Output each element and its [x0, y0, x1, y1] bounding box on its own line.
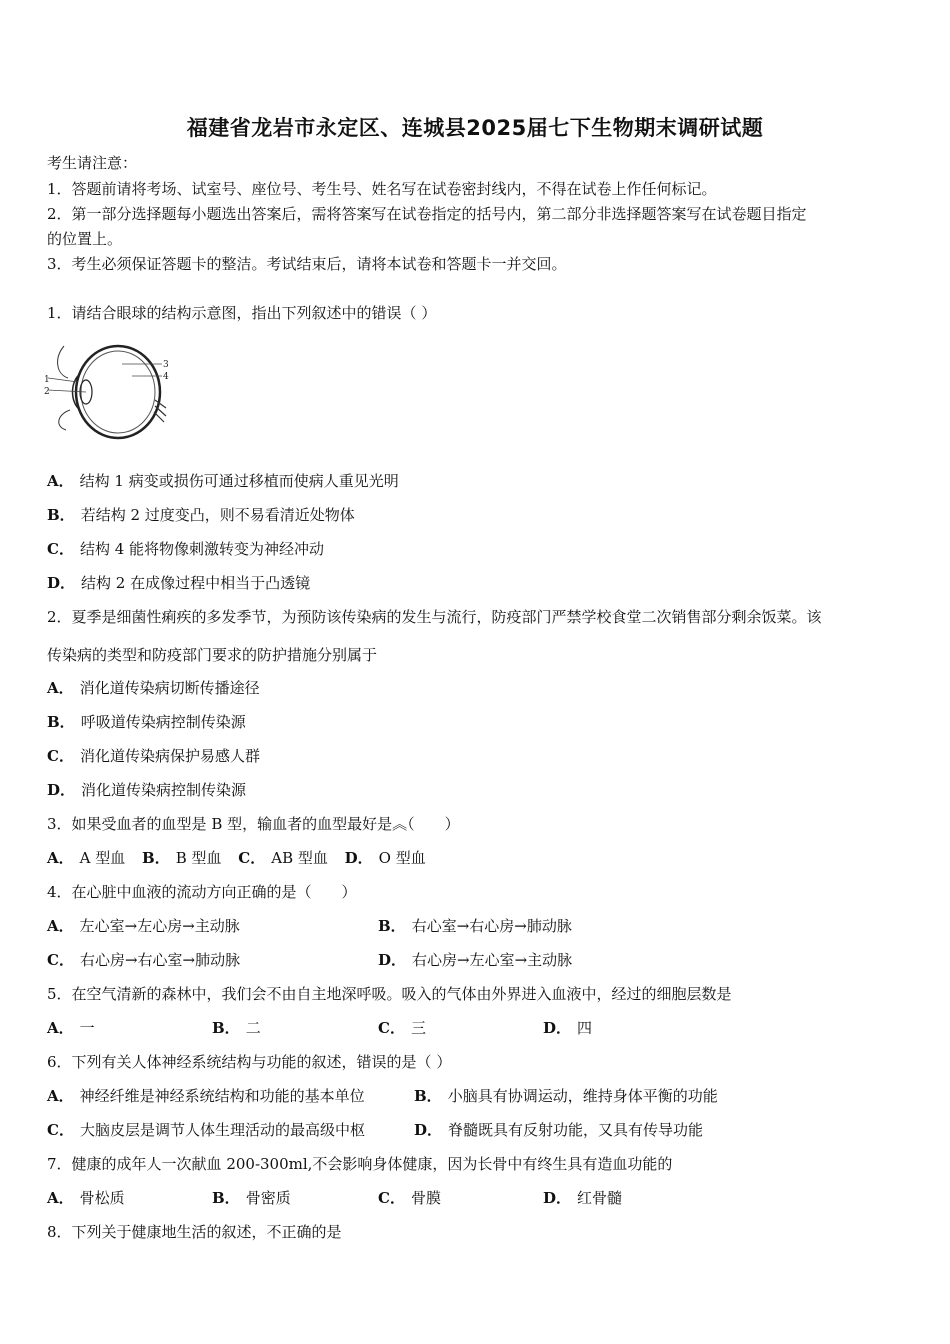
option-text: 若结构 2 过度变凸，则不易看清近处物体: [80, 506, 355, 524]
option-label: A．: [47, 849, 74, 867]
question-3-options: [47, 847, 426, 868]
question-7-option-b[interactable]: [212, 1187, 291, 1208]
question-7-option-a[interactable]: [47, 1187, 125, 1208]
question-4-option-d[interactable]: [378, 949, 572, 970]
option-label: B．: [378, 917, 406, 935]
question-4-option-a[interactable]: [47, 915, 240, 936]
question-7-stem: 7．健康的成年人一次献血 200-300ml,不会影响身体健康，因为长骨中有终生具有造血功能的: [47, 1155, 673, 1173]
option-label: B．: [47, 713, 75, 731]
option-label: A．: [47, 679, 74, 697]
question-2-option-c[interactable]: [47, 745, 260, 766]
option-text: 结构 2 在成像过程中相当于凸透镜: [81, 574, 311, 592]
eyeball-diagram: [42, 338, 172, 446]
option-text: O 型血: [378, 849, 426, 867]
option-label: C．: [47, 540, 74, 558]
option-text: 四: [577, 1019, 593, 1037]
figure-label-2: 2: [44, 387, 50, 397]
notice-item: 的位置上。: [47, 230, 123, 248]
option-text: 消化道传染病保护易感人群: [79, 747, 260, 765]
figure-label-4: 4: [163, 372, 169, 382]
option-label: D．: [543, 1189, 572, 1207]
question-2-option-a[interactable]: [47, 677, 260, 698]
question-2-stem: 2．夏季是细菌性痢疾的多发季节，为预防该传染病的发生与流行，防疫部门严禁学校食堂二次销售部分剩余饭菜。该: [47, 608, 822, 626]
option-label: C．: [238, 849, 266, 867]
option-text: 三: [410, 1019, 426, 1037]
option-label: B．: [414, 1087, 442, 1105]
question-5-option-b[interactable]: [212, 1017, 261, 1038]
question-5-option-d[interactable]: [543, 1017, 592, 1038]
option-label: C．: [378, 1019, 405, 1037]
option-label: A．: [47, 1019, 74, 1037]
question-1-stem: 1．请结合眼球的结构示意图，指出下列叙述中的错误（ ）: [47, 304, 437, 322]
option-text: 呼吸道传染病控制传染源: [80, 713, 246, 731]
question-6-option-b[interactable]: [414, 1085, 718, 1106]
question-1-option-d[interactable]: [47, 572, 310, 593]
option-label: D．: [414, 1121, 443, 1139]
option-text: 一: [79, 1019, 95, 1037]
question-4-option-b[interactable]: [378, 915, 572, 936]
option-label: D．: [47, 781, 76, 799]
notice-item: 3．考生必须保证答题卡的整洁。考试结束后，请将本试卷和答题卡一并交回。: [47, 255, 567, 273]
question-2-option-b[interactable]: [47, 711, 246, 732]
option-text: 神经纤维是神经系统结构和功能的基本单位: [79, 1087, 365, 1105]
question-7-option-d[interactable]: [543, 1187, 622, 1208]
question-3-option-d[interactable]: [345, 849, 426, 867]
question-3-option-c[interactable]: [238, 849, 328, 867]
option-text: 骨松质: [79, 1189, 125, 1207]
option-text: 左心室→左心房→主动脉: [79, 917, 240, 935]
option-label: D．: [47, 574, 76, 592]
question-1-option-b[interactable]: [47, 504, 355, 525]
option-label: B．: [212, 1019, 240, 1037]
option-label: A．: [47, 917, 74, 935]
question-5-option-c[interactable]: [378, 1017, 426, 1038]
question-3-option-a[interactable]: [47, 849, 125, 867]
option-label: B．: [47, 506, 75, 524]
notice-heading: 考生请注意：: [47, 154, 138, 172]
option-text: 小脑具有协调运动，维持身体平衡的功能: [447, 1087, 718, 1105]
option-label: C．: [47, 951, 74, 969]
option-text: 消化道传染病控制传染源: [81, 781, 247, 799]
option-label: C．: [47, 747, 74, 765]
figure-label-1: 1: [44, 375, 50, 385]
option-text: A 型血: [79, 849, 126, 867]
option-text: 红骨髓: [577, 1189, 623, 1207]
question-2-stem: 传染病的类型和防疫部门要求的防护措施分别属于: [47, 646, 378, 664]
option-text: B 型血: [175, 849, 222, 867]
option-text: 二: [245, 1019, 261, 1037]
option-text: 右心房→右心室→肺动脉: [79, 951, 241, 969]
question-5-option-a[interactable]: [47, 1017, 95, 1038]
question-8-stem: 8．下列关于健康地生活的叙述，不正确的是: [47, 1223, 342, 1241]
option-text: 右心室→右心房→肺动脉: [411, 917, 572, 935]
option-label: C．: [47, 1121, 74, 1139]
option-text: 骨密质: [245, 1189, 291, 1207]
notice-item: 1．答题前请将考场、试室号、座位号、考生号、姓名写在试卷密封线内，不得在试卷上作任何标记。: [47, 180, 717, 198]
option-label: B．: [142, 849, 170, 867]
option-label: A．: [47, 1189, 74, 1207]
option-text: 骨膜: [410, 1189, 441, 1207]
question-3-stem: 3．如果受血者的血型是 B 型，输血者的血型最好是︽（ ）: [47, 815, 460, 833]
question-1-option-a[interactable]: [47, 470, 399, 491]
option-label: D．: [344, 849, 373, 867]
option-text: 大脑皮层是调节人体生理活动的最高级中枢: [79, 1121, 365, 1139]
exam-title: 福建省龙岩市永定区、连城县2025届七下生物期末调研试题: [186, 116, 764, 140]
option-text: 结构 1 病变或损伤可通过移植而使病人重见光明: [79, 472, 399, 490]
question-2-option-d[interactable]: [47, 779, 246, 800]
question-7-option-c[interactable]: [378, 1187, 441, 1208]
notice-item: 2．第一部分选择题每小题选出答案后，需将答案写在试卷指定的括号内，第二部分非选择题答案写在试卷题目指定: [47, 205, 807, 223]
option-text: 结构 4 能将物像刺激转变为神经冲动: [79, 540, 325, 558]
option-text: 右心房→左心室→主动脉: [412, 951, 573, 969]
question-6-option-a[interactable]: [47, 1085, 365, 1106]
option-text: AB 型血: [271, 849, 328, 867]
question-1-option-c[interactable]: [47, 538, 324, 559]
option-text: 脊髓既具有反射功能，又具有传导功能: [448, 1121, 704, 1139]
figure-label-3: 3: [163, 360, 169, 370]
question-4-stem: 4．在心脏中血液的流动方向正确的是（ ）: [47, 883, 357, 901]
question-4-option-c[interactable]: [47, 949, 240, 970]
option-label: A．: [47, 1087, 74, 1105]
option-label: A．: [47, 472, 74, 490]
question-5-stem: 5．在空气清新的森林中，我们会不由自主地深呼吸。吸入的气体由外界进入血液中，经过的细胞层数是: [47, 985, 732, 1003]
question-3-option-b[interactable]: [142, 849, 221, 867]
question-6-option-c[interactable]: [47, 1119, 365, 1140]
option-label: D．: [378, 951, 407, 969]
option-text: 消化道传染病切断传播途径: [79, 679, 260, 697]
question-6-stem: 6．下列有关人体神经系统结构与功能的叙述，错误的是（ ）: [47, 1053, 452, 1071]
option-label: B．: [212, 1189, 240, 1207]
option-label: C．: [378, 1189, 405, 1207]
question-6-option-d[interactable]: [414, 1119, 703, 1140]
option-label: D．: [543, 1019, 572, 1037]
